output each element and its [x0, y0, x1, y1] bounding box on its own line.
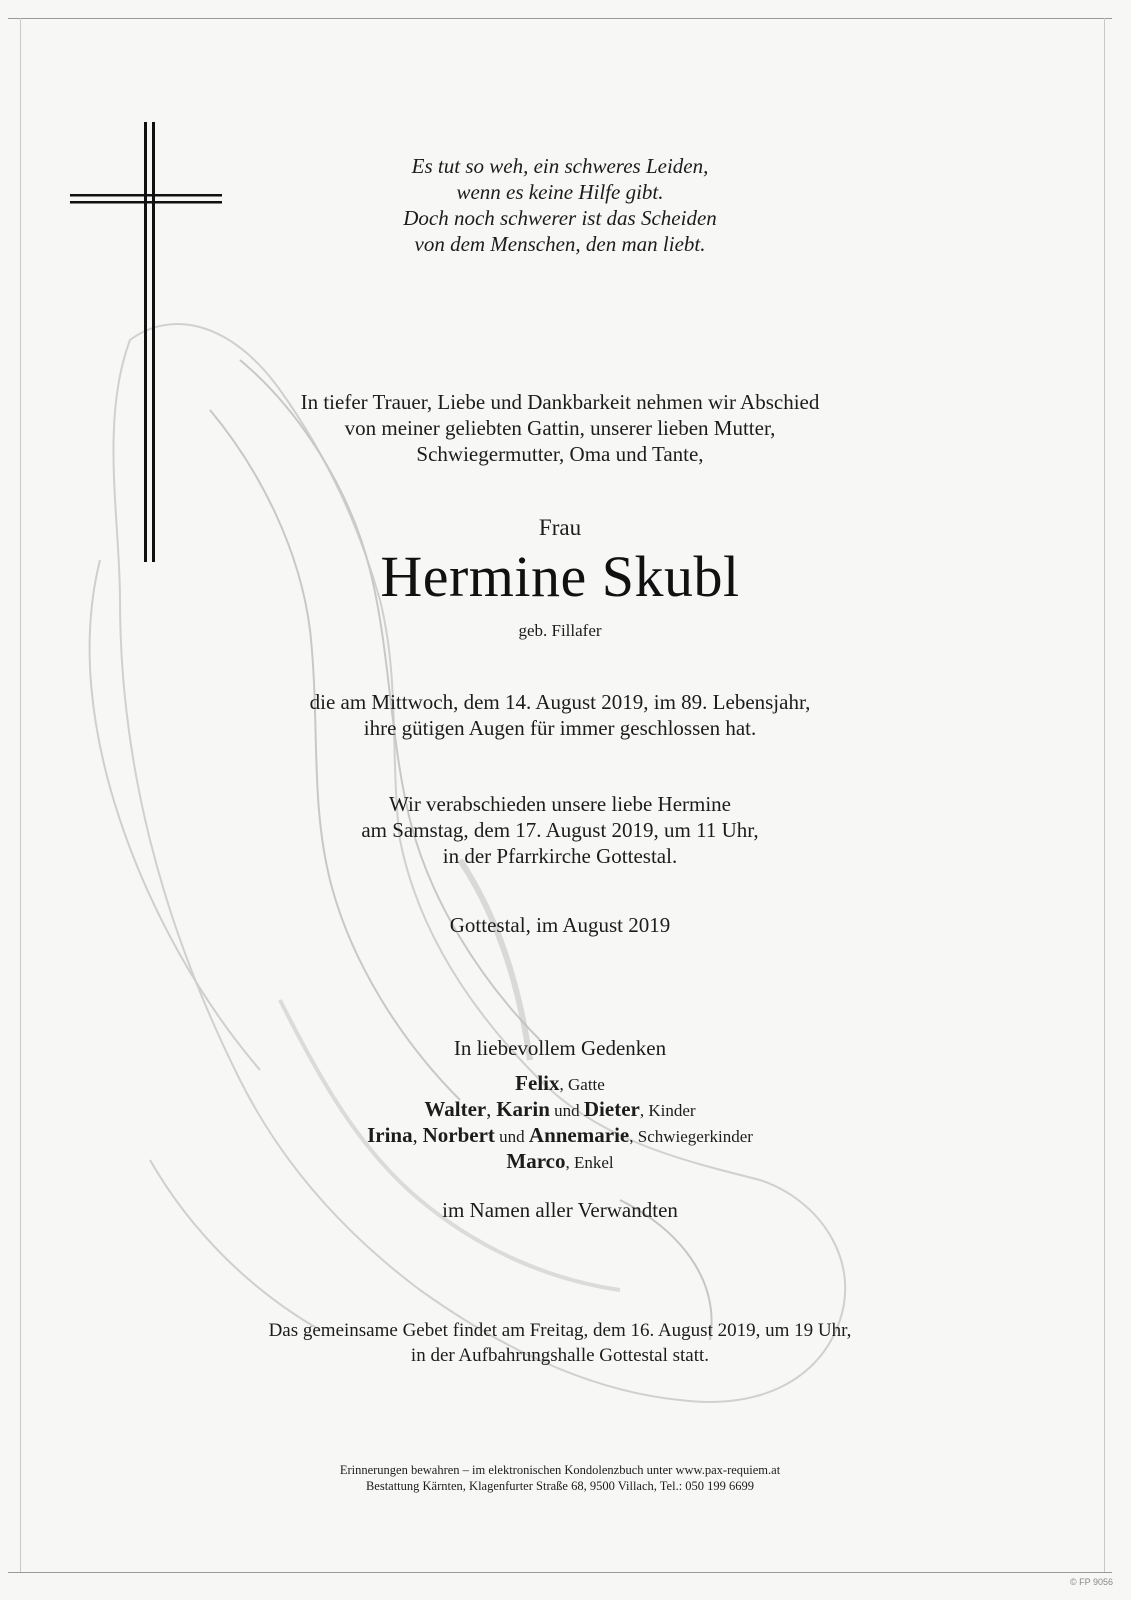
- footer-line-2: Bestattung Kärnten, Klagenfurter Straße 68, 9500 Villach, Tel.: 050 199 6699: [365, 1479, 755, 1493]
- mourner-name: Irina: [367, 1123, 413, 1147]
- conjunction: und: [494, 1127, 529, 1146]
- frame-bottom-rule: [8, 1572, 1112, 1573]
- frame-top-rule: [8, 18, 1112, 19]
- intro-line-1: In tiefer Trauer, Liebe und Dankbarkeit nehmen wir Abschied: [300, 390, 820, 414]
- mourner-relation: , Gatte: [559, 1075, 605, 1094]
- maiden-name: geb. Fillafer: [518, 621, 602, 640]
- separator: ,: [486, 1099, 497, 1121]
- deceased-name: Hermine Skubl: [380, 544, 740, 609]
- frame-left-rule: [20, 18, 21, 1572]
- mourner-relation: , Schwiegerkinder: [629, 1127, 753, 1146]
- mourner-name: Walter: [424, 1097, 487, 1121]
- poem-line-3: Doch noch schwerer ist das Scheiden: [403, 206, 717, 230]
- conjunction: und: [549, 1101, 584, 1120]
- intro-line-3: Schwiegermutter, Oma und Tante,: [416, 442, 704, 466]
- mourner-name: Karin: [496, 1097, 550, 1121]
- separator: ,: [412, 1125, 423, 1147]
- death-notice-line-1: die am Mittwoch, dem 14. August 2019, im 89. Lebensjahr,: [309, 690, 811, 714]
- corner-code: © FP 9056: [1070, 1577, 1113, 1587]
- mourner-relation: , Enkel: [565, 1153, 614, 1172]
- mourner-husband: [150, 1070, 970, 1098]
- mourner-grandchild: [150, 1148, 970, 1176]
- prayer-line-2: in der Aufbahrungshalle Gottestal statt.: [410, 1345, 710, 1366]
- mourner-name: Annemarie: [528, 1123, 630, 1147]
- mourner-name: Marco: [506, 1149, 566, 1173]
- relatives-line: im Namen aller Verwandten: [442, 1198, 678, 1222]
- mourner-children: [150, 1096, 970, 1124]
- farewell-line-3: in der Pfarrkirche Gottestal.: [442, 844, 678, 868]
- farewell-line-2: am Samstag, dem 17. August 2019, um 11 Uhr,: [361, 818, 759, 842]
- mourner-relation: , Kinder: [639, 1101, 696, 1120]
- footer-line-1: Erinnerungen bewahren – im elektronischen Kondolenzbuch unter www.pax-requiem.at: [339, 1463, 781, 1477]
- farewell-line-1: Wir verabschieden unsere liebe Hermine: [389, 792, 731, 816]
- intro-line-2: von meiner geliebten Gattin, unserer lieben Mutter,: [344, 416, 776, 440]
- poem-line-1: Es tut so weh, ein schweres Leiden,: [411, 154, 709, 178]
- poem-line-2: wenn es keine Hilfe gibt.: [456, 180, 664, 204]
- mourner-name: Felix: [515, 1071, 560, 1095]
- prayer-line-1: Das gemeinsame Gebet findet am Freitag, dem 16. August 2019, um 19 Uhr,: [268, 1320, 852, 1341]
- poem-line-4: von dem Menschen, den man liebt.: [414, 232, 706, 256]
- mourner-in-laws: [150, 1122, 970, 1150]
- salutation: Frau: [538, 515, 582, 540]
- mourner-name: Norbert: [422, 1123, 495, 1147]
- memorial-heading: In liebevollem Gedenken: [453, 1036, 667, 1060]
- frame-right-rule: [1104, 18, 1105, 1572]
- place-date: Gottestal, im August 2019: [449, 913, 671, 937]
- mourner-name: Dieter: [583, 1097, 640, 1121]
- death-notice-line-2: ihre gütigen Augen für immer geschlossen hat.: [363, 716, 757, 740]
